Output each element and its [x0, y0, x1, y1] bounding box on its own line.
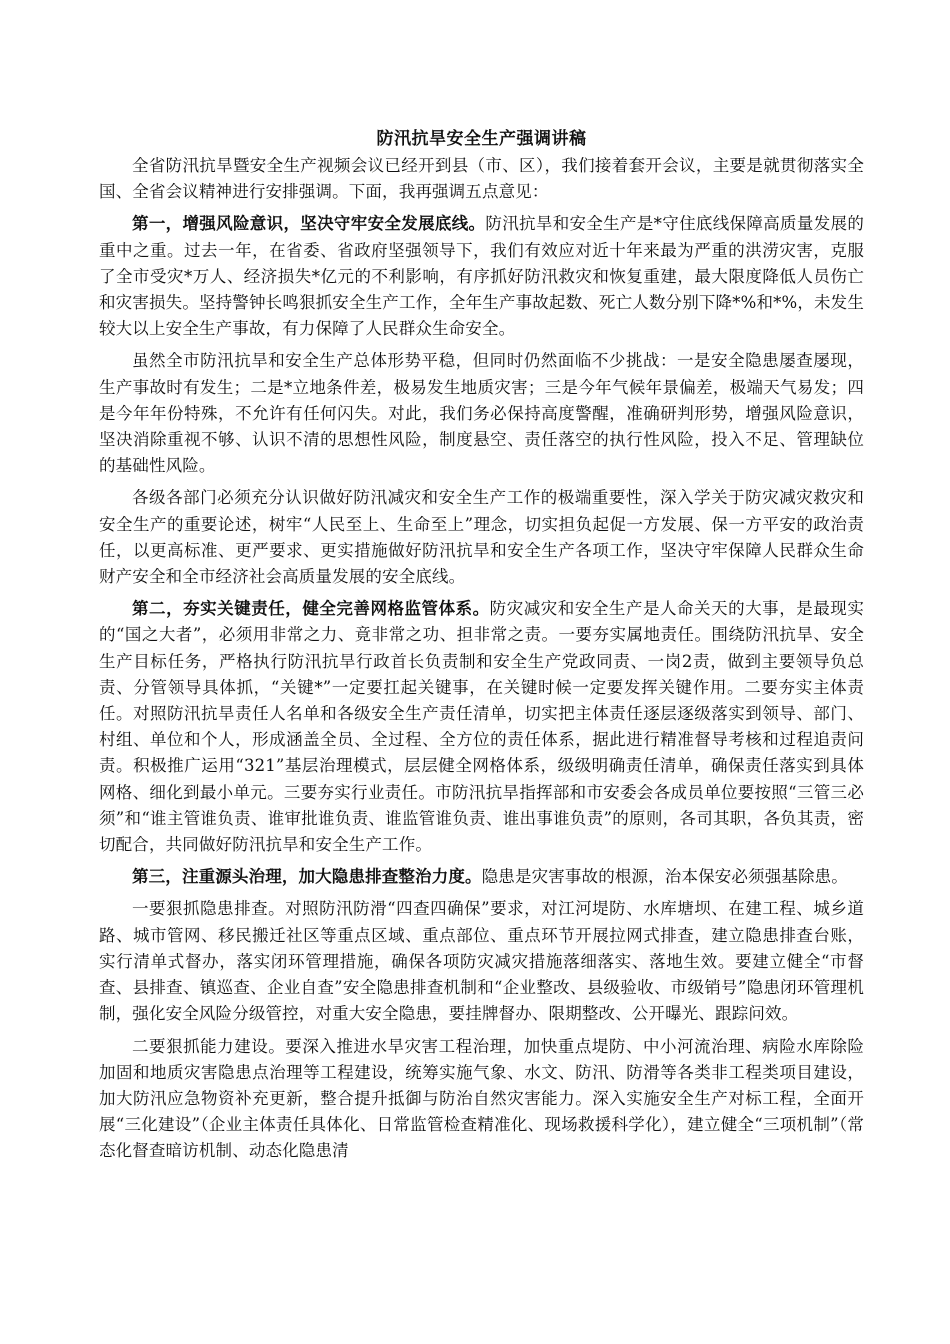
paragraph-point-two — [99, 596, 864, 858]
paragraph-text: 一要狠抓隐患排查。对照防汛防滑“四查四确保”要求，对江河堤防、水库塘坝、在建工程、城乡道路、城市管网、移民搬迁社区等重点区域、重点部位、重点环节开展拉网式排查，建立隐患排查台账，实行清单式督办，落实闭环管理措施，确保各项防灾减灾措施落细落实、落地生效。要建立健全“市督查、县排查、镇巡查、企业自查”安全隐患排查机制和“企业整改、县级验收、市级销号”隐患闭环管理机制，强化安全风险分级管控，对重大安全隐患，要挂牌督办、限期整改、公开曝光、跟踪问效。 — [99, 899, 864, 1024]
paragraph-capacity-building — [99, 1034, 864, 1165]
paragraph-text: 隐患是灾害事故的根源，治本保安必须强基除患。 — [481, 867, 848, 887]
document-title: 防汛抗旱安全生产强调讲稿 — [376, 129, 587, 149]
paragraph-heading: 第三，注重源头治理，加大隐患排查整治力度。 — [132, 867, 482, 887]
paragraph-importance — [99, 485, 864, 590]
paragraph-text: 防汛抗旱和安全生产是*守住底线保障高质量发展的重中之重。过去一年，在省委、省政府坚强领导下，我们有效应对近十年来最为严重的洪涝灾害，克服了全市受灾*万人、经济损失*亿元的不利影响，有序抓好防汛救灾和恢复重建，最大限度降低人员伤亡和灾害损失。坚持警钟长鸣狠抓安全生产工作，全年生产事故起数、死亡人数分别下降*%和*%，未发生较大以上安全生产事故，有力保障了人民群众生命安全。 — [99, 214, 864, 339]
paragraph-text: 防灾减灾和安全生产是人命关天的大事，是最现实的“国之大者”，必须用非常之力、竟非常之功、担非常之责。一要夯实属地责任。围绕防汛抗旱、安全生产目标任务，严格执行防汛抗旱行政首长负责制和安全生产党政同责、一岗2责，做到主要领导负总责、分管领导具体抓，“关键*”一定要扛起关键事，在关键时候一定要发挥关键作用。二要夯实主体责任。对照防汛抗旱责任人名单和各级安全生产责任清单，切实把主体责任逐层逐级落实到领导、部门、村组、单位和个人，形成涵盖全员、全过程、全方位的责任体系，据此进行精准督导考核和过程追责问责。积极推广运用“321”基层治理模式，层层健全网格体系，级级明确责任清单，确保责任落实到具体网格、细化到最小单元。三要夯实行业责任。市防汛抗旱指挥部和市安委会各成员单位要按照“三管三必须”和“谁主管谁负责、谁审批谁负责、谁监管谁负责、谁出事谁负责”的原则，各司其职，各负其责，密切配合，共同做好防汛抗旱和安全生产工作。 — [99, 599, 864, 855]
paragraph-text: 各级各部门必须充分认识做好防汛减灾和安全生产工作的极端重要性，深入学关于防灾减灾救灾和安全生产的重要论述，树牢“人民至上、生命至上”理念，切实担负起促一方发展、保一方平安的政治责任，以更高标准、更严要求、更实措施做好防汛抗旱和安全生产各项工作，坚决守牢保障人民群众生命财产安全和全市经济社会高质量发展的安全底线。 — [99, 488, 864, 587]
paragraph-text: 二要狠抓能力建设。要深入推进水旱灾害工程治理，加快重点堤防、中小河流治理、病险水库除险加固和地质灾害隐患点治理等工程建设，统筹实施气象、水文、防汛、防滑等各类非工程类项目建设，加大防汛应急物资补充更新，整合提升抵御与防治自然灾害能力。深入实施安全生产对标工程，全面开展“三化建设”（企业主体责任具体化、日常监管检查精准化、现场救援科学化），建立健全“三项机制”（常态化督查暗访机制、动态化隐患清 — [99, 1036, 864, 1161]
paragraph-intro — [99, 153, 864, 205]
paragraph-point-three — [99, 864, 864, 890]
paragraph-point-one — [99, 211, 864, 342]
paragraph-hazard-inspection — [99, 896, 864, 1027]
paragraph-text: 虽然全市防汛抗旱和安全生产总体形势平稳，但同时仍然面临不少挑战：一是安全隐患屡查屡现，生产事故时有发生；二是*立地条件差，极易发生地质灾害；三是今年气候年景偏差，极端天气易发；四是今年年份特殊，不允许有任何闪失。对此，我们务必保持高度警醒，准确研判形势，增强风险意识，坚决消除重视不够、认识不清的思想性风险，制度悬空、责任落空的执行性风险，投入不足、管理缺位的基础性风险。 — [99, 351, 864, 476]
paragraph-challenges — [99, 348, 864, 479]
paragraph-heading: 第二，夯实关键责任，健全完善网格监管体系。 — [132, 599, 490, 619]
paragraph-text: 全省防汛抗旱暨安全生产视频会议已经开到县（市、区），我们接着套开会议，主要是就贯彻落实全国、全省会议精神进行安排强调。下面，我再强调五点意见： — [99, 156, 864, 202]
paragraph-heading: 第一，增强风险意识，坚决守牢安全发展底线。 — [132, 214, 486, 234]
